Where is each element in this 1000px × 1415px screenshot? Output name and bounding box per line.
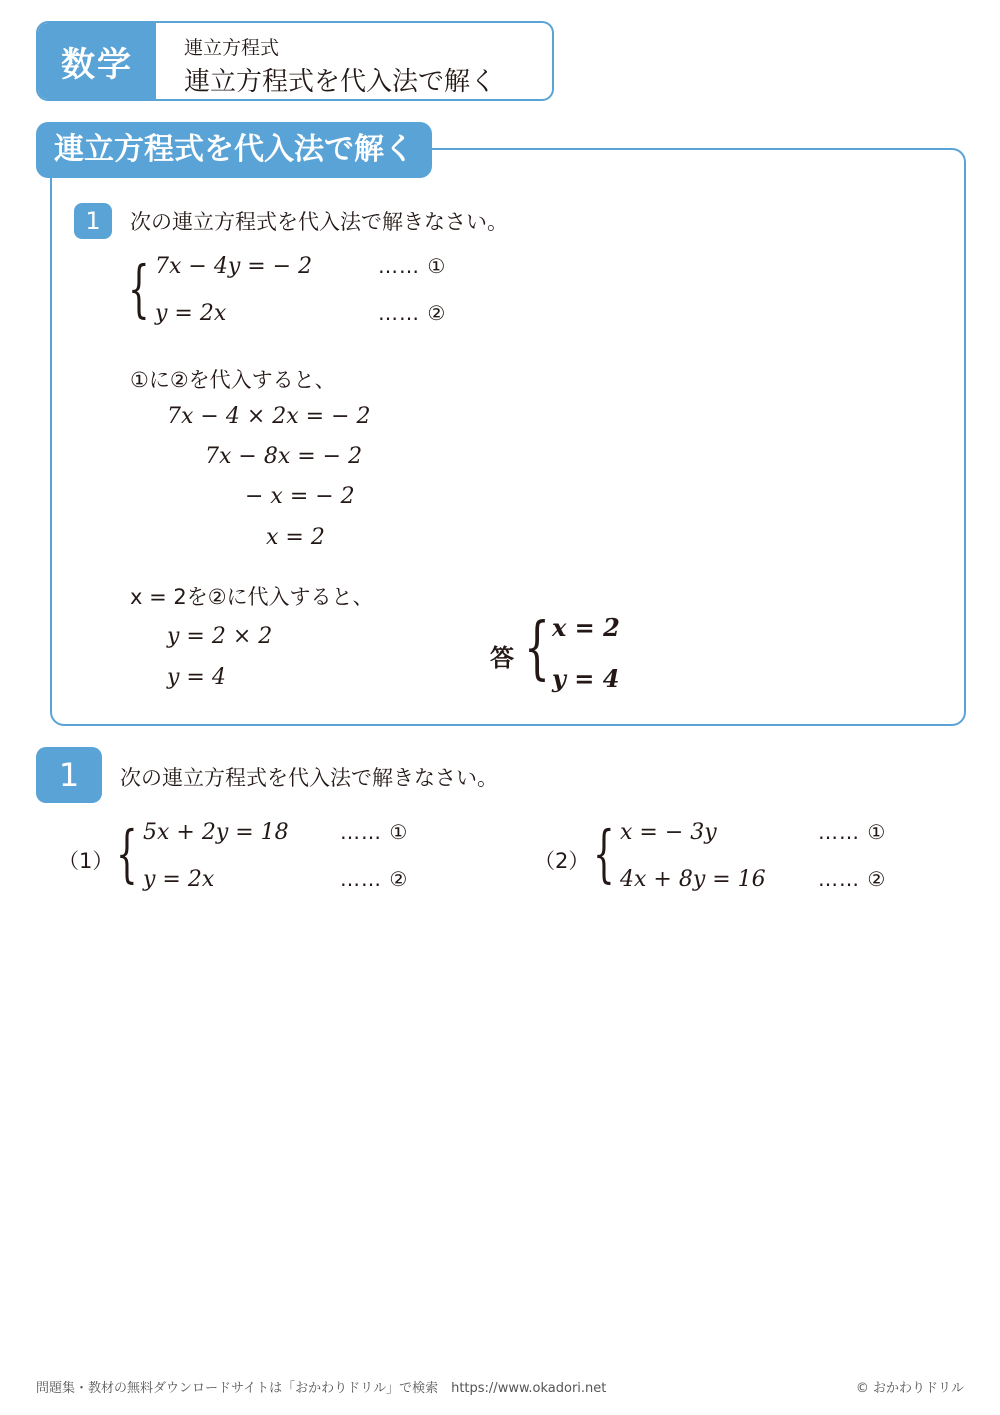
step2-text: x = 2を②に代入すると、 <box>130 585 374 609</box>
example-eq2-mark: …… ② <box>378 301 447 325</box>
exercise-instruction: 次の連立方程式を代入法で解きなさい。 <box>120 766 498 790</box>
problem-1-eq1-mark: …… ① <box>340 820 409 844</box>
example-number-badge: 1 <box>74 203 112 239</box>
answer-y: y = 4 <box>552 664 620 693</box>
answer-x: x = 2 <box>552 613 620 642</box>
example-instruction: 次の連立方程式を代入法で解きなさい。 <box>130 210 508 234</box>
example-banner: 連立方程式を代入法で解く <box>36 122 432 178</box>
problem-1-eq2: y = 2x <box>143 867 215 892</box>
subject-label: 数学 <box>38 23 156 99</box>
problem-1-brace: { <box>116 817 138 890</box>
exercise-number-badge: 1 <box>36 747 102 803</box>
problem-1-eq2-mark: …… ② <box>340 867 409 891</box>
problem-2-eq2: 4x + 8y = 16 <box>620 867 766 892</box>
step2-line-2: y = 4 <box>167 665 226 690</box>
answer-label: 答 <box>490 644 514 672</box>
footer-copyright: © おかわりドリル <box>855 1381 964 1396</box>
footer-download-note: 問題集・教材の無料ダウンロードサイトは「おかわりドリル」で検索 https://www.okadori.net <box>36 1381 607 1396</box>
step1-text: ①に②を代入すると、 <box>130 368 336 392</box>
header-box <box>36 21 554 101</box>
example-eq1-mark: …… ① <box>378 254 447 278</box>
step2-line-1: y = 2 × 2 <box>167 624 273 649</box>
step1-line-1: 7x − 4 × 2x = − 2 <box>167 404 371 429</box>
example-system-brace: { <box>128 252 150 325</box>
unit-label: 連立方程式 <box>184 37 280 59</box>
example-eq2: y = 2x <box>155 301 227 326</box>
problem-2-eq1-mark: …… ① <box>818 820 887 844</box>
problem-1-eq1: 5x + 2y = 18 <box>143 820 289 845</box>
problem-1-label: （1） <box>58 849 114 873</box>
problem-2-eq1: x = − 3y <box>620 820 717 845</box>
step1-line-4: x = 2 <box>266 525 325 550</box>
answer-brace: { <box>524 609 550 688</box>
problem-2-label: （2） <box>534 849 590 873</box>
page-title: 連立方程式を代入法で解く <box>184 67 497 97</box>
step1-line-3: − x = − 2 <box>245 484 355 509</box>
problem-2-brace: { <box>593 817 615 890</box>
problem-2-eq2-mark: …… ② <box>818 867 887 891</box>
step1-line-2: 7x − 8x = − 2 <box>205 444 363 469</box>
example-eq1: 7x − 4y = − 2 <box>155 254 313 279</box>
